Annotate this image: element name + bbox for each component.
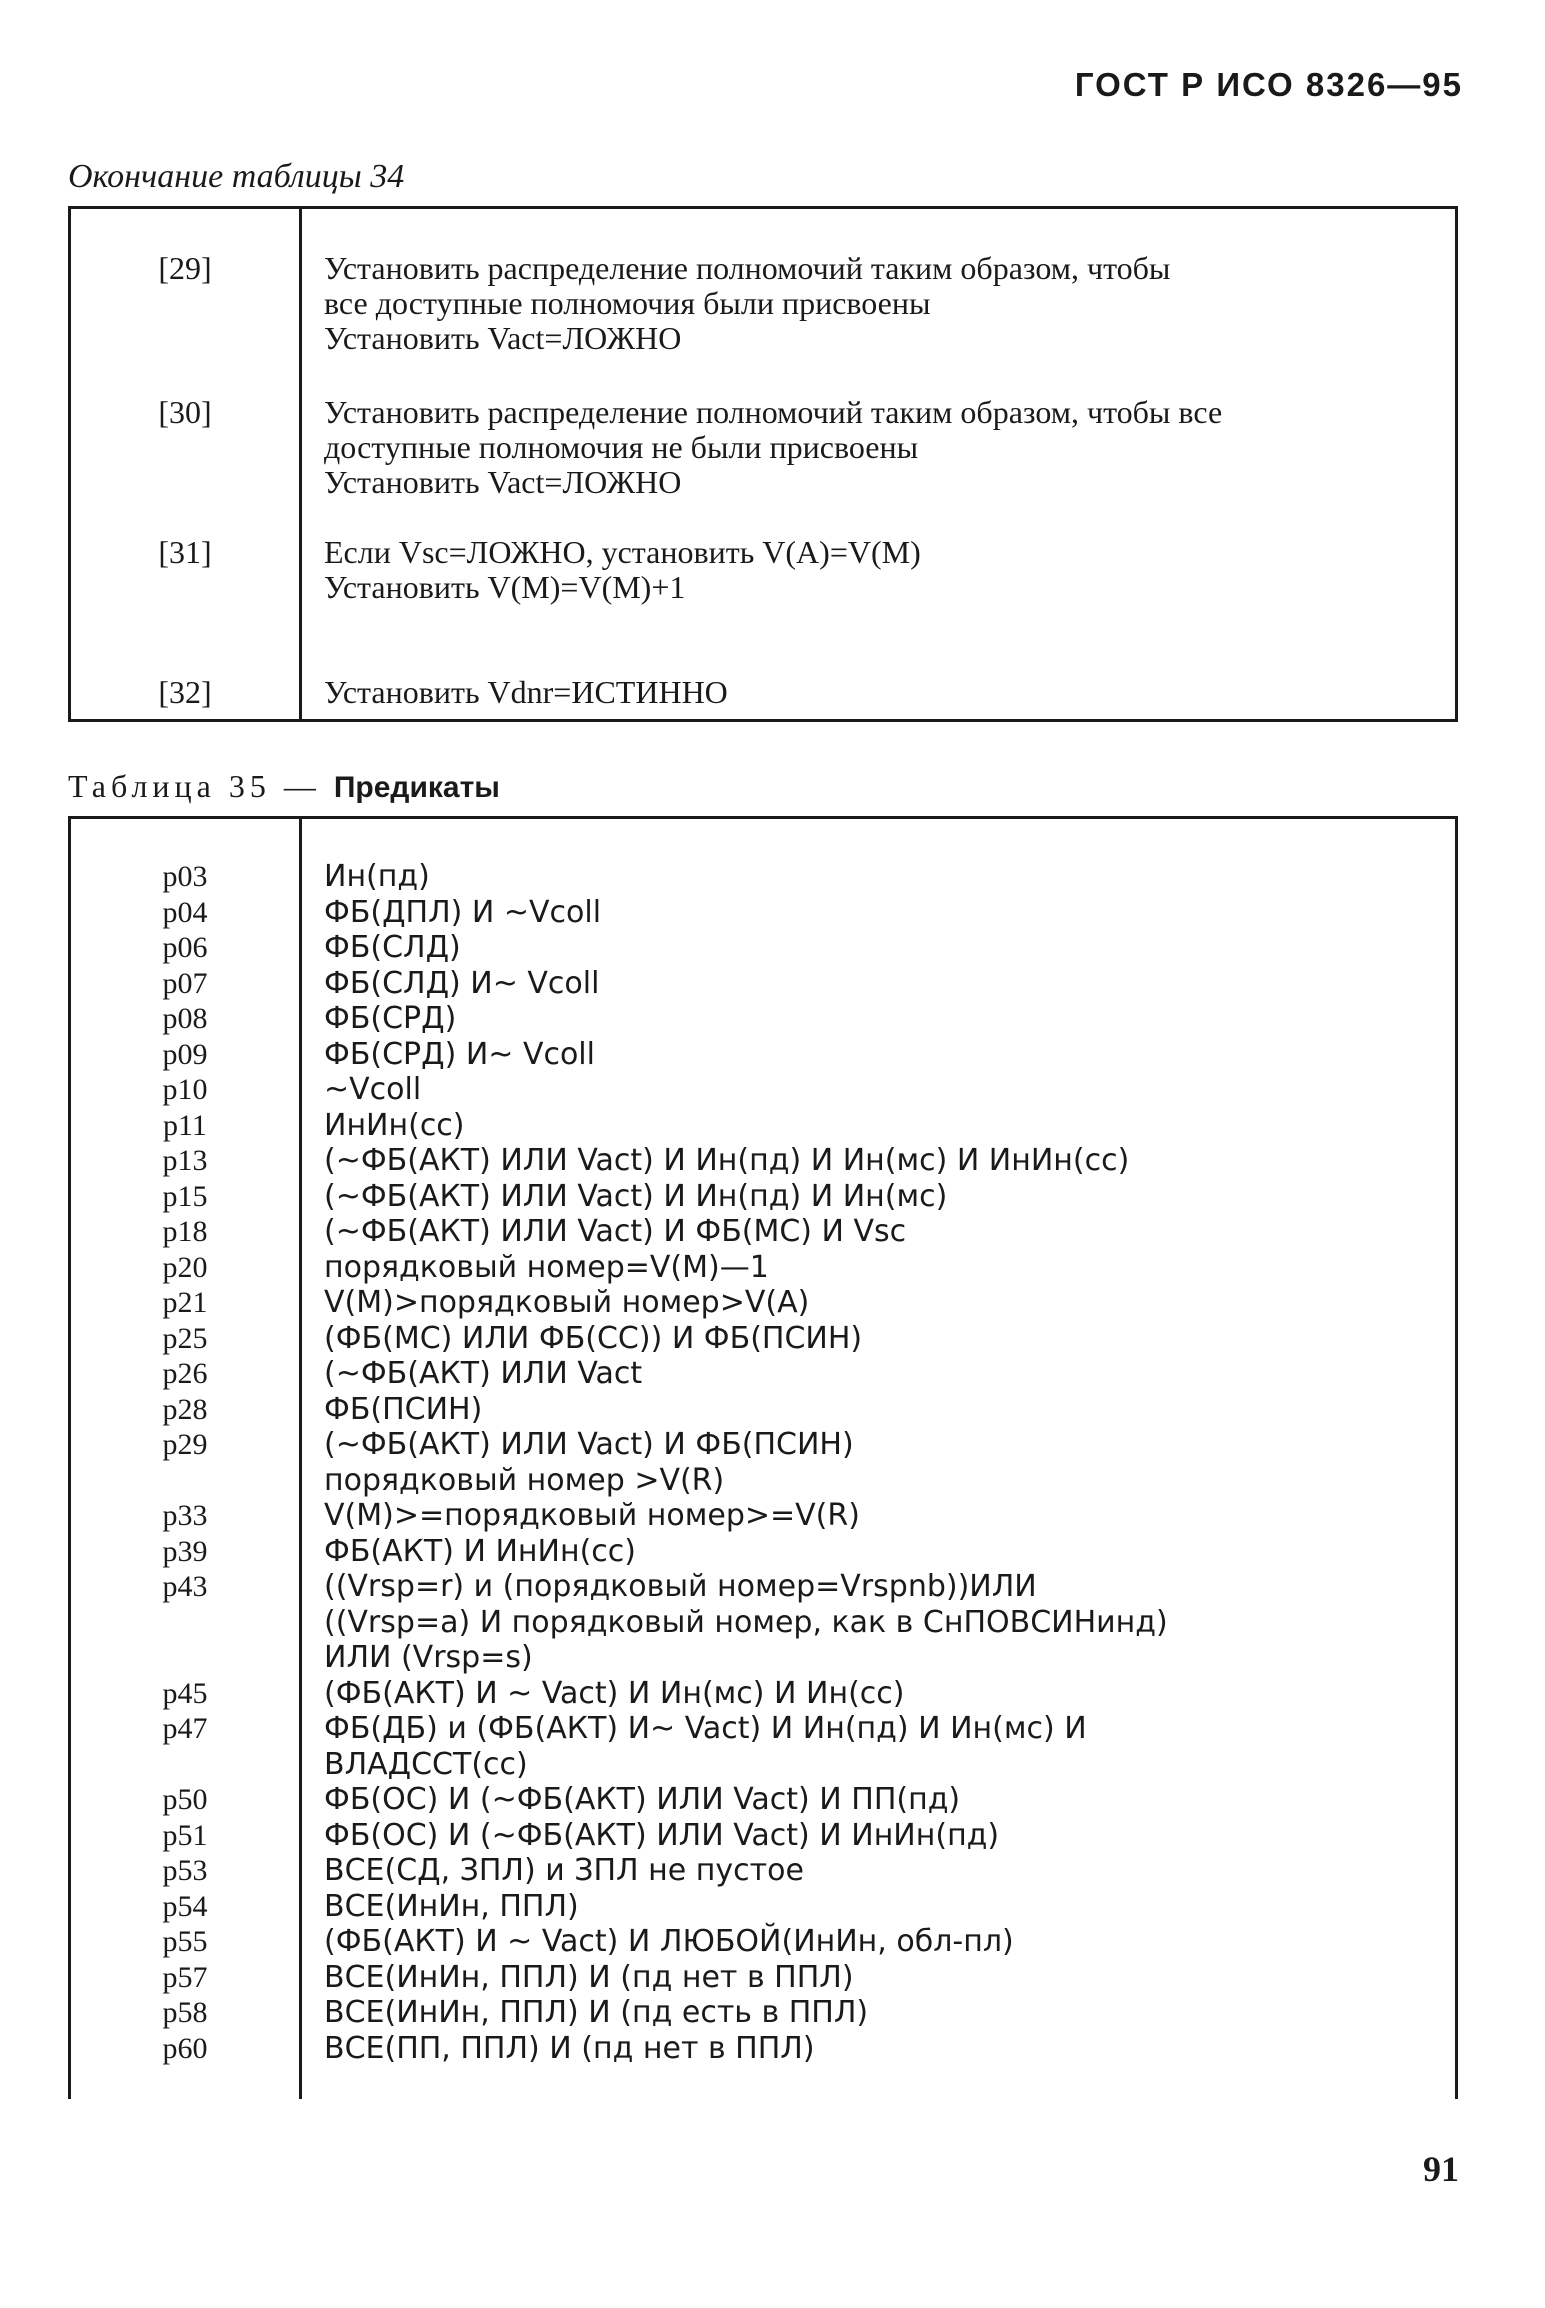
table-34-row-id: [31] <box>158 534 212 570</box>
table-34-action-line: все доступные полномочия были присвоены <box>324 285 931 321</box>
table-34-action-line: Установить распределение полномочий таким образом, чтобы <box>324 250 1171 286</box>
table-35-predicate-id: p18 <box>162 1215 208 1248</box>
table-35-predicate-id <box>71 1605 299 1641</box>
table-35-predicate-expression: (ФБ(АКТ) И ~ Vact) И ЛЮБОЙ(ИнИн, обл-пл) <box>324 1924 1014 1959</box>
table-35-predicate-expression: ~Vcoll <box>324 1072 422 1107</box>
table-35-predicate-expression: ФБ(ДПЛ) И ~Vcoll <box>324 894 602 930</box>
table-35-predicate-expression: порядковый номер >V(R) <box>324 1462 725 1498</box>
table-35-predicate-column <box>301 819 1457 2099</box>
table-35-predicate-expression: ВСЕ(ИнИн, ППЛ) И (пд есть в ППЛ) <box>324 1995 869 2030</box>
table-35-predicate-id: p57 <box>162 1960 208 1994</box>
table-35-predicate-expression: (~ФБ(АКТ) ИЛИ Vact) И Ин(пд) И Ин(мс) И ИнИн(сс) <box>324 1143 1130 1178</box>
table-35-predicate-id: p25 <box>162 1321 208 1355</box>
page-number: 91 <box>1423 2149 1459 2189</box>
table-35-predicate-expression: (~ФБ(АКТ) ИЛИ Vact) И ФБ(ПСИН) <box>324 1427 854 1462</box>
table-35-predicate-id: p50 <box>162 1783 208 1816</box>
table-35-predicate-id: p26 <box>162 1357 208 1390</box>
table-35-predicate-id: p21 <box>162 1286 208 1319</box>
table-35-predicate-id: p10 <box>162 1073 208 1106</box>
table-35-predicate-id: p53 <box>162 1854 208 1887</box>
table-35-id-column <box>70 819 301 2099</box>
table-35-caption-title: Предикаты <box>333 771 500 804</box>
table-35-predicate-expression: порядковый номер=V(M)—1 <box>324 1249 769 1285</box>
table-35-predicate-expression: ФБ(ОС) И (~ФБ(АКТ) ИЛИ Vact) И ИнИн(пд) <box>324 1817 1000 1853</box>
table-35-predicate-id: p60 <box>162 2031 208 2065</box>
table-35-predicate-expression: (ФБ(МС) ИЛИ ФБ(СС)) И ФБ(ПСИН) <box>324 1320 863 1356</box>
table-34-action-line: Установить Vact=ЛОЖНО <box>324 464 682 500</box>
table-35-predicate-expression: ИнИн(сс) <box>324 1107 465 1143</box>
table-35-predicate-id: p06 <box>162 931 208 964</box>
table-35-predicate-expression: ФБ(СЛД) <box>324 930 461 965</box>
table-34 <box>68 206 1458 722</box>
table-34-row-id: [30] <box>158 394 212 430</box>
table-35-predicate-id: p54 <box>162 1889 208 1923</box>
table-35-predicate-expression: V(M)>порядковый номер>V(A) <box>324 1285 810 1320</box>
table-35-predicate-id: p11 <box>163 1108 207 1142</box>
table-35-predicate-expression: (ФБ(АКТ) И ~ Vact) И Ин(мс) И Ин(сс) <box>324 1675 905 1711</box>
table-35-caption-prefix: Таблица 35 — <box>68 768 321 804</box>
table-34-row-id: [29] <box>158 250 212 286</box>
table-35-predicate-id: p13 <box>162 1144 208 1177</box>
table-35-caption <box>68 768 500 805</box>
table-34-action-line: Если Vsc=ЛОЖНО, установить V(A)=V(M) <box>324 534 921 570</box>
table-34-action-line: Установить распределение полномочий таким образом, чтобы все <box>324 394 1223 430</box>
table-35-predicate-expression: (~ФБ(АКТ) ИЛИ Vact) И ФБ(МС) И Vsc <box>324 1214 907 1249</box>
table-34-id-column <box>70 209 301 719</box>
table-34-row-action <box>324 349 1455 500</box>
table-35-predicate-id: p04 <box>162 895 208 929</box>
table-35-predicate-expression: ФБ(СРД) И~ Vcoll <box>324 1036 595 1072</box>
table-35 <box>68 816 1458 2099</box>
table-35-predicate-id: p55 <box>162 1925 208 1958</box>
document-header: ГОСТ Р ИСО 8326—95 <box>1074 66 1463 103</box>
table-35-predicate-expression: ИЛИ (Vrsp=s) <box>324 1640 533 1675</box>
table-34-row-action <box>324 489 1455 629</box>
table-35-predicate-expression: ФБ(ОС) И (~ФБ(АКТ) ИЛИ Vact) И ПП(пд) <box>324 1782 961 1817</box>
table-35-predicate-id <box>71 1463 299 1499</box>
table-35-predicate-expression: ФБ(СЛД) И~ Vcoll <box>324 965 600 1001</box>
table-35-predicate-expression: (~ФБ(АКТ) ИЛИ Vact) И Ин(пд) И Ин(мс) <box>324 1178 948 1214</box>
table-35-predicate-id: p28 <box>162 1392 208 1426</box>
table-35-predicate-expression: ((Vrsp=r) и (порядковый номер=Vrspnb))ИЛИ <box>324 1569 1037 1604</box>
table-35-predicate-expression: ФБ(ДБ) и (ФБ(АКТ) И~ Vact) И Ин(пд) И Ин(мс) И <box>324 1711 1087 1746</box>
table-35-predicate-id <box>71 1640 299 1676</box>
table-35-predicate-expression: ВСЕ(ИнИн, ППЛ) И (пд нет в ППЛ) <box>324 1959 854 1995</box>
table-34-row-id: [32] <box>158 674 212 710</box>
table-35-predicate-id: p09 <box>162 1037 208 1071</box>
table-34-action-column <box>301 209 1457 719</box>
table-35-predicate-id: p58 <box>162 1996 208 2029</box>
table-34-row-action <box>324 209 1455 356</box>
table-35-predicate-id: p43 <box>162 1570 208 1603</box>
table-35-predicate-id: p29 <box>162 1428 208 1461</box>
table-35-predicate-id: p15 <box>162 1179 208 1213</box>
table-35-predicate-expression: ВСЕ(ПП, ППЛ) И (пд нет в ППЛ) <box>324 2030 815 2066</box>
table-35-predicate-id: p47 <box>162 1712 208 1745</box>
table-35-predicate-expression: ФБ(СРД) <box>324 1001 457 1036</box>
table-35-predicate-expression: ВСЕ(ИнИн, ППЛ) <box>324 1888 579 1924</box>
table-35-predicate-id: p03 <box>162 860 208 893</box>
table-35-predicate-id: p39 <box>162 1534 208 1568</box>
table-34-continuation-caption: Окончание таблицы 34 <box>68 158 405 195</box>
table-34-action-line: Установить Vdnr=ИСТИННО <box>324 674 728 710</box>
table-35-predicate-expression: Ин(пд) <box>324 859 430 894</box>
table-35-predicate-expression: ВЛАДССТ(сс) <box>324 1746 528 1782</box>
table-35-predicate-expression: ФБ(ПСИН) <box>324 1391 483 1427</box>
table-35-predicate-id: p33 <box>162 1499 208 1532</box>
table-35-predicate-expression: V(M)>=порядковый номер>=V(R) <box>324 1498 860 1533</box>
table-35-predicate-id: p08 <box>162 1002 208 1035</box>
table-34-action-line: Установить Vact=ЛОЖНО <box>324 320 682 356</box>
table-35-predicate-id: p07 <box>162 966 208 1000</box>
table-34-action-line: Установить V(M)=V(M)+1 <box>324 569 686 605</box>
table-35-predicate-id: p20 <box>162 1250 208 1284</box>
table-34-action-line: доступные полномочия не были присвоены <box>324 429 919 465</box>
table-34-row-action <box>324 629 1455 719</box>
table-35-predicate-expression: ((Vrsp=a) И порядковый номер, как в СнПОВСИНинд) <box>324 1604 1168 1640</box>
table-35-predicate-expression: (~ФБ(АКТ) ИЛИ Vact <box>324 1356 643 1391</box>
table-35-predicate-expression: ВСЕ(СД, ЗПЛ) и ЗПЛ не пустое <box>324 1853 804 1888</box>
table-35-predicate-id: p45 <box>162 1676 208 1710</box>
table-35-predicate-id <box>71 1747 299 1783</box>
table-35-predicate-id: p51 <box>162 1818 208 1852</box>
table-35-predicate-expression: ФБ(АКТ) И ИнИн(сс) <box>324 1533 636 1569</box>
